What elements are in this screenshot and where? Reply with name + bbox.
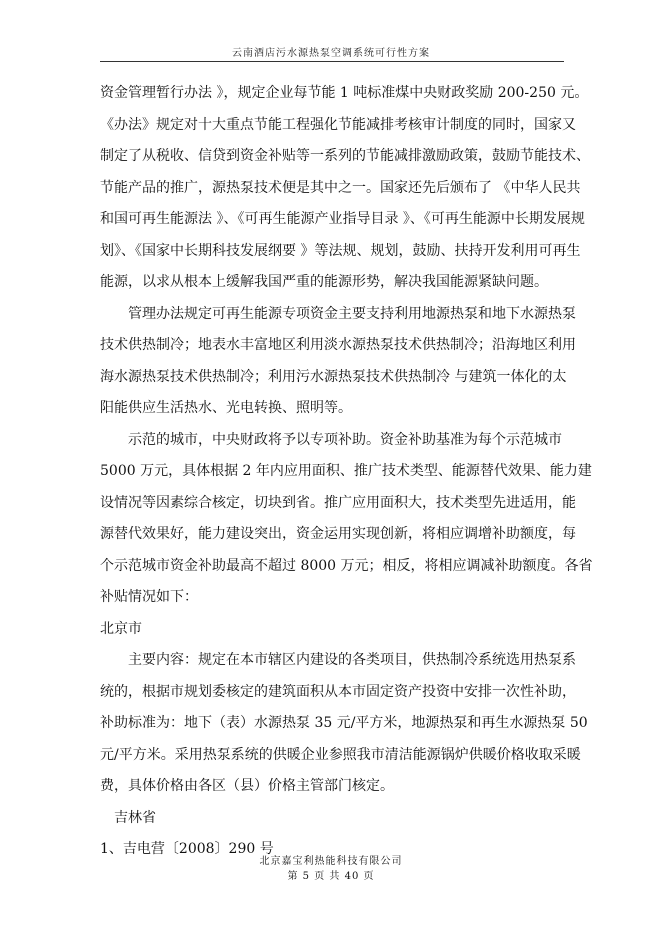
list-item: 1、吉电营〔2008〕290 号 xyxy=(100,841,274,857)
body-line: 和国可再生能源法 》、《可再生能源产业指导目录 》、《可再生能源中长期发展规 xyxy=(100,211,585,227)
body-line: 海水源热泵技术供热制冷；利用污水源热泵技术供热制冷 与建筑一体化的太 xyxy=(100,368,567,385)
body-line: 技术供热制冷；地表水丰富地区利用淡水源热泵技术供热制冷；沿海地区利用 xyxy=(100,337,576,353)
body-line: 节能产品的推广，源热泵技术便是其中之一。国家还先后颁布了 《中华人民共 xyxy=(100,179,581,196)
body-text xyxy=(100,78,593,866)
running-header-title: 云南酒店污水源热泵空调系统可行性方案 xyxy=(232,48,430,59)
body-line: 资金管理暂行办法 》，规定企业每节能 1 吨标准煤中央财政奖励 200-250 元。 xyxy=(100,85,589,101)
header-divider xyxy=(100,61,564,62)
page-number: 第 5 页 共 40 页 xyxy=(287,871,375,882)
body-line: 《办法》规定对十大重点节能工程强化节能减排考核审计制度的同时，国家又 xyxy=(100,116,576,133)
body-line: 管理办法规定可再生能源专项资金主要支持利用地源热泵和地下水源热泵 xyxy=(128,305,576,322)
body-line: 补助标准为：地下（表）水源热泵 35 元/平方米，地源热泵和再生水源热泵 50 xyxy=(100,715,588,731)
body-line: 示范的城市，中央财政将予以专项补助。资金补助基准为每个示范城市 xyxy=(128,431,562,448)
body-line: 元/平方米。采用热泵系统的供暖企业参照我市清洁能源锅炉供暖价格收取采暖 xyxy=(100,746,581,763)
footer-company: 北京嘉宝利热能科技有限公司 xyxy=(259,856,403,867)
body-line: 主要内容：规定在本市辖区内建设的各类项目，供热制冷系统选用热泵系 xyxy=(128,652,576,668)
body-line: 设情况等因素综合核定，切块到省。推广应用面积大，技术类型先进适用，能 xyxy=(100,494,576,511)
section-heading-beijing: 北京市 xyxy=(100,620,142,637)
body-line: 能源，以求从根本上缓解我国严重的能源形势，解决我国能源紧缺问题。 xyxy=(100,274,548,290)
body-line: 5000 万元，具体根据 2 年内应用面积、推广技术类型、能源替代效果、能力建 xyxy=(100,463,592,479)
body-line: 源替代效果好，能力建设突出，资金运用实现创新，将相应调增补助额度，每 xyxy=(100,526,576,542)
body-line: 个示范城市资金补助最高不超过 8000 万元；相反，将相应调减补助额度。各省 xyxy=(100,557,593,574)
body-line: 统的，根据市规划委核定的建筑面积从本市固定资产投资中安排一次性补助， xyxy=(100,683,576,700)
body-line: 阳能供应生活热水、光电转换、照明等。 xyxy=(100,400,352,416)
body-line: 补贴情况如下： xyxy=(100,589,198,605)
body-line: 费，具体价格由各区（县）价格主管部门核定。 xyxy=(100,778,394,794)
section-heading-jilin: 吉林省 xyxy=(114,809,156,826)
body-line: 划》、《国家中长期科技发展纲要 》等法规、规划，鼓励、扶持开发利用可再生 xyxy=(100,242,581,259)
body-line: 制定了从税收、信贷到资金补贴等一系列的节能减排激励政策，鼓励节能技术、 xyxy=(100,148,590,164)
